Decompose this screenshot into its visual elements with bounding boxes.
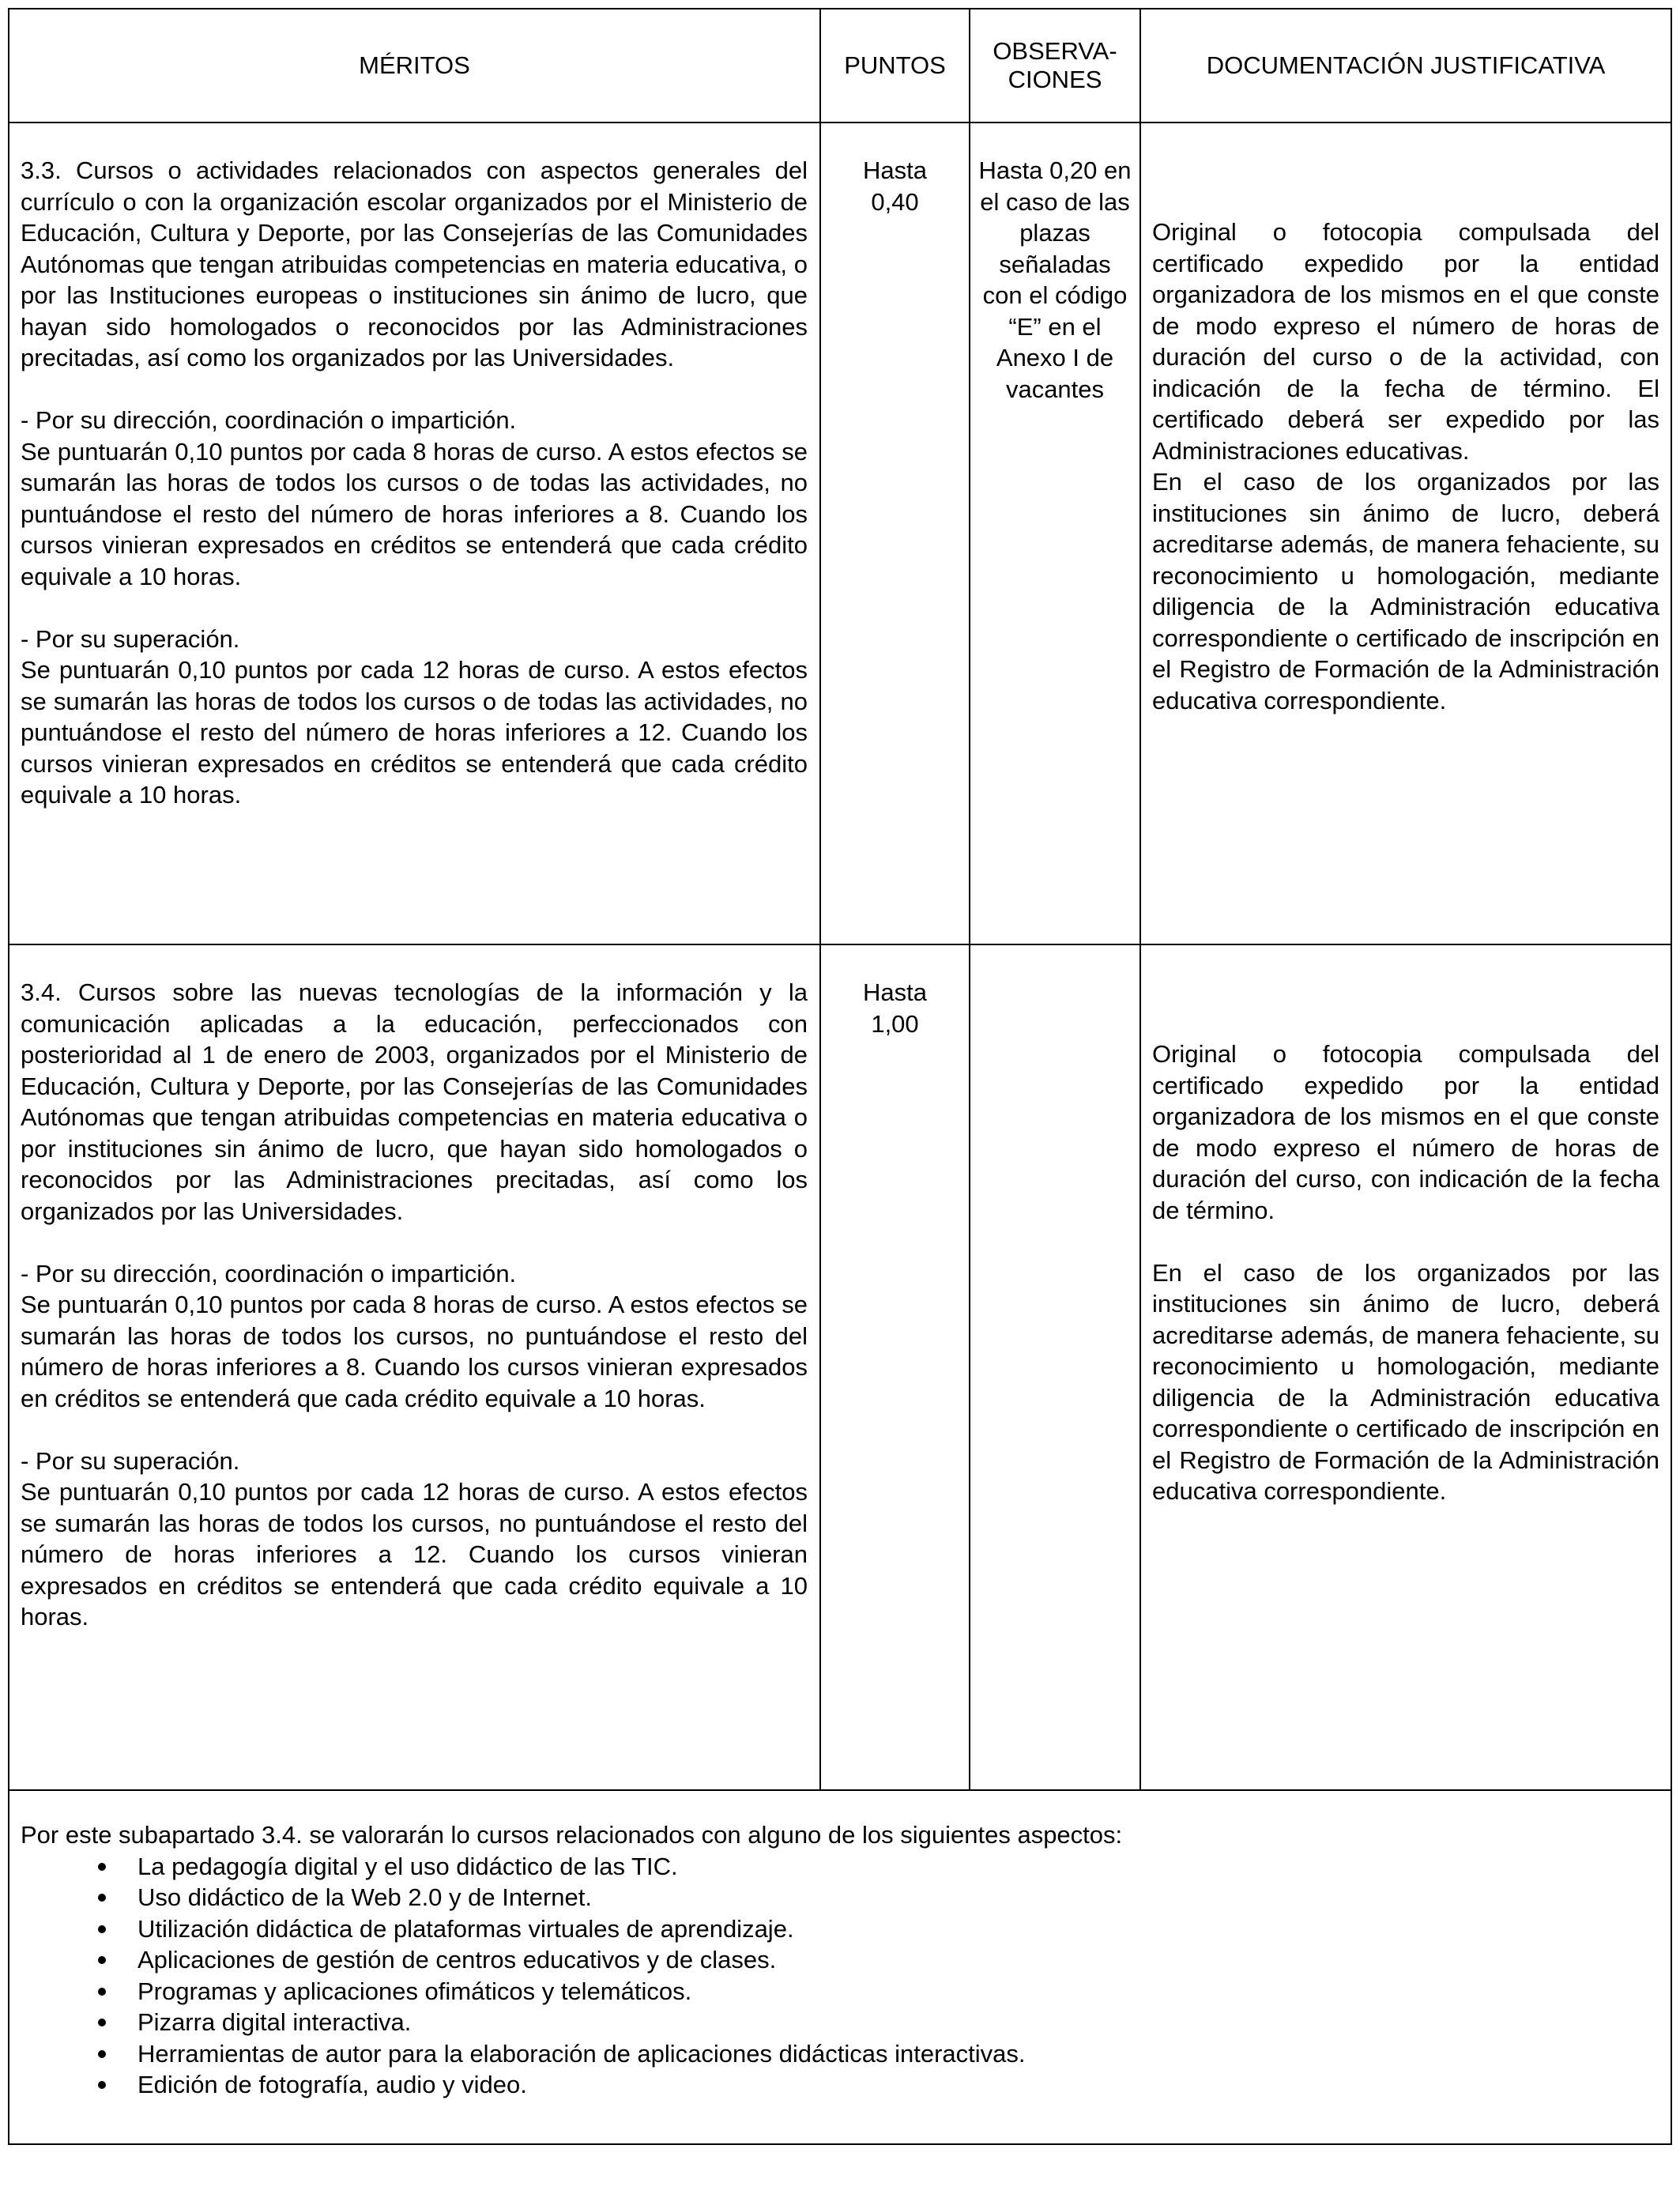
doc-paragraph: En el caso de los organizados por las instituciones sin ánimo de lucro, deberá acreditarse además, de manera fehaciente, su reconocimiento u homologación, mediante diligencia de la Administración educativa correspondiente o certificado de inscripción en el Registro de Formación de la Administración educativa correspondiente. bbox=[1152, 468, 1659, 714]
puntos-cell: Hasta 0,40 bbox=[820, 123, 970, 944]
doc-paragraph: En el caso de los organizados por las instituciones sin ánimo de lucro, deberá acreditarse además, de manera fehaciente, su reconocimiento u homologación, mediante diligencia de la Administración educativa correspondiente o certificado de inscripción en el Registro de Formación de la Administración educativa correspondiente. bbox=[1152, 1258, 1659, 1505]
merit-subheading: - Por su dirección, coordinación o impartición. bbox=[21, 1259, 517, 1287]
table-row bbox=[9, 123, 1671, 944]
merit-paragraph: Se puntuarán 0,10 puntos por cada 8 horas de curso. A estos efectos se sumarán las horas de todos los cursos o de todas las actividades, no puntuándose el resto del número de horas inferiores a 8. Cuando los cursos vinieran expresados en créditos se entenderá que cada crédito equivale a 10 horas. bbox=[21, 437, 808, 590]
header-row bbox=[9, 9, 1671, 123]
doc-paragraph: Original o fotocopia compulsada del certificado expedido por la entidad organizadora de los mismos en el que conste de modo expreso el número de horas de duración del curso, con indicación de la fecha de término. bbox=[1152, 1040, 1659, 1224]
header-meritos: MÉRITOS bbox=[9, 9, 820, 123]
puntos-cell: Hasta 1,00 bbox=[820, 944, 970, 1790]
list-item: Edición de fotografía, audio y video. bbox=[21, 2069, 1659, 2101]
merit-subheading: - Por su superación. bbox=[21, 1446, 240, 1475]
meritos-table-frame bbox=[8, 8, 1672, 2145]
observaciones-cell bbox=[970, 944, 1140, 1790]
table-row bbox=[9, 944, 1671, 1790]
meritos-table bbox=[9, 9, 1671, 2143]
list-item: Uso didáctico de la Web 2.0 y de Internet. bbox=[21, 1882, 1659, 1913]
merit-title: 3.4. Cursos sobre las nuevas tecnologías de la información y la comunicación aplicadas a la educación, perfeccionados con posterioridad al 1 de enero de 2003, organizados por el Ministerio de Educación, Cultura y Deporte, por las Consejerías de las Comunidades Autónomas que tengan atribuidas competencias en materia educativa o por instituciones sin ánimo de lucro, que hayan sido homologados o reconocidos por las Administraciones precitadas, así como los organizados por las Universidades. bbox=[21, 978, 808, 1225]
merit-paragraph: Se puntuarán 0,10 puntos por cada 12 horas de curso. A estos efectos se sumarán las horas de todos los cursos, no puntuándose el resto del número de horas inferiores a 12. Cuando los cursos vinieran expresados en créditos se entenderá que cada crédito equivale a 10 horas. bbox=[21, 1478, 808, 1630]
merit-subheading: - Por su superación. bbox=[21, 624, 240, 653]
merit-title: 3.3. Cursos o actividades relacionados con aspectos generales del currículo o con la organización escolar organizados por el Ministerio de Educación, Cultura y Deporte, por las Consejerías de las Comunidades Autónomas que tengan atribuidas competencias en materia educativa, o por las Instituciones europeas o instituciones sin ánimo de lucro, que hayan sido homologados o reconocidos por las Administraciones precitadas, así como los organizados por las Universidades. bbox=[21, 156, 808, 371]
merit-cell bbox=[9, 944, 820, 1790]
list-item: Utilización didáctica de plataformas virtuales de aprendizaje. bbox=[21, 1913, 1659, 1945]
observaciones-cell: Hasta 0,20 en el caso de las plazas señaladas con el código “E” en el Anexo I de vacantes bbox=[970, 123, 1140, 944]
merit-subheading: - Por su dirección, coordinación o impartición. bbox=[21, 406, 517, 434]
aspects-list bbox=[21, 1851, 1659, 2101]
list-item: Programas y aplicaciones ofimáticos y telemáticos. bbox=[21, 1976, 1659, 2007]
list-item: La pedagogía digital y el uso didáctico de las TIC. bbox=[21, 1851, 1659, 1883]
list-item: Herramientas de autor para la elaboración de aplicaciones didácticas interactivas. bbox=[21, 2038, 1659, 2070]
list-item: Aplicaciones de gestión de centros educativos y de clases. bbox=[21, 1944, 1659, 1976]
notes-row bbox=[9, 1790, 1671, 2143]
notes-intro: Por este subapartado 3.4. se valorarán lo cursos relacionados con alguno de los siguientes aspectos: bbox=[21, 1821, 1123, 1849]
header-documentacion: DOCUMENTACIÓN JUSTIFICATIVA bbox=[1140, 9, 1671, 123]
list-item: Pizarra digital interactiva. bbox=[21, 2007, 1659, 2038]
documentacion-cell bbox=[1140, 123, 1671, 944]
merit-paragraph: Se puntuarán 0,10 puntos por cada 8 horas de curso. A estos efectos se sumarán las horas de todos los cursos, no puntuándose el resto del número de horas inferiores a 8. Cuando los cursos vinieran expresados en créditos se entenderá que cada crédito equivale a 10 horas. bbox=[21, 1291, 808, 1412]
header-puntos: PUNTOS bbox=[820, 9, 970, 123]
header-observaciones: OBSERVA- CIONES bbox=[970, 9, 1140, 123]
merit-paragraph: Se puntuarán 0,10 puntos por cada 12 horas de curso. A estos efectos se sumarán las horas de todos los cursos o de todas las actividades, no puntuándose el resto del número de horas inferiores a 12. Cuando los cursos vinieran expresados en créditos se entenderá que cada crédito equivale a 10 horas. bbox=[21, 656, 808, 809]
merit-cell bbox=[9, 123, 820, 944]
documentacion-cell bbox=[1140, 944, 1671, 1790]
notes-cell bbox=[9, 1790, 1671, 2143]
doc-paragraph: Original o fotocopia compulsada del certificado expedido por la entidad organizadora de los mismos en el que conste de modo expreso el número de horas de duración del curso o de la actividad, con indicación de la fecha de término. El certificado deberá ser expedido por las Administraciones educativas. bbox=[1152, 218, 1659, 465]
